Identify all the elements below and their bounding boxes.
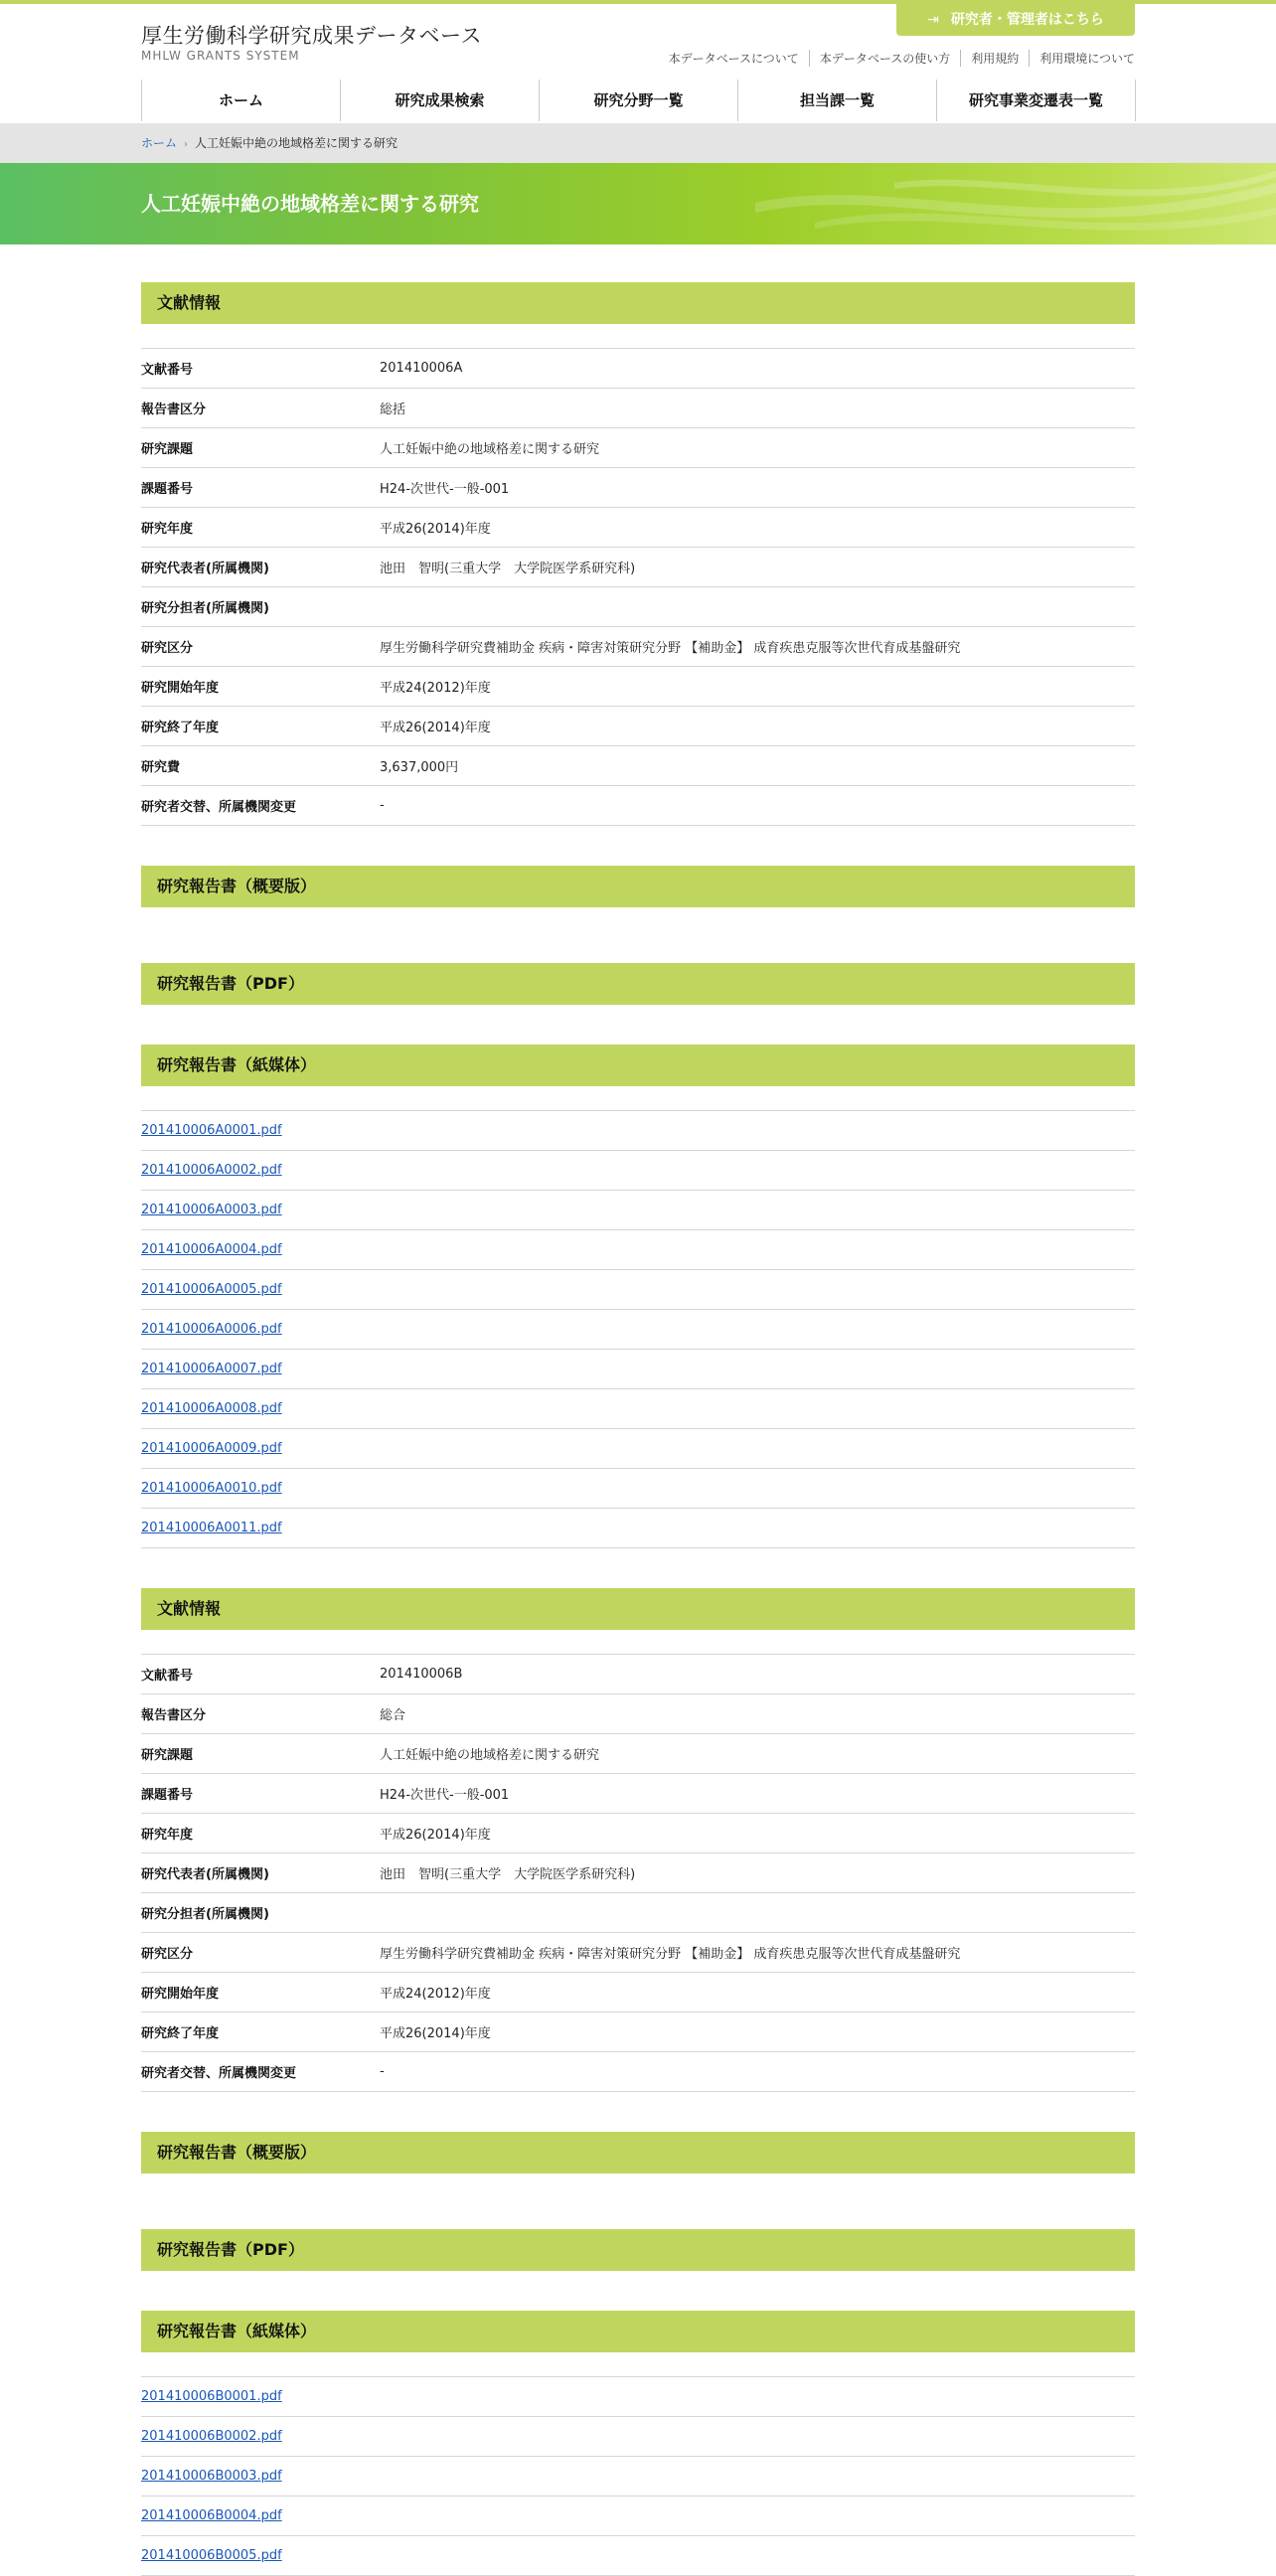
file-list: [141, 1110, 1135, 1548]
breadcrumb-home-link[interactable]: ホーム: [141, 136, 178, 150]
row-key: 研究終了年度: [141, 721, 220, 735]
row-key: 研究開始年度: [141, 681, 220, 696]
list-item: [141, 1310, 1135, 1350]
table-row: [141, 508, 1135, 548]
list-item: [141, 1230, 1135, 1270]
row-value: 厚生労働科学研究費補助金 疾病・障害対策研究分野 【補助金】 成育疾患克服等次世代育成基盤研究: [380, 1947, 961, 1962]
list-item: [141, 1270, 1135, 1310]
table-row: [141, 587, 1135, 627]
util-link-howto[interactable]: 本データベースの使い方: [809, 50, 960, 67]
section-heading-bibliographic: 文献情報: [141, 282, 1135, 324]
util-link-about[interactable]: 本データベースについて: [668, 52, 799, 66]
row-value: 平成24(2012)年度: [380, 681, 491, 696]
list-item: [141, 2457, 1135, 2496]
row-value: H24-次世代-一般-001: [380, 482, 510, 497]
nav-departments[interactable]: 担当課一覧: [738, 80, 937, 121]
row-value: 池田 智明(三重大学 大学院医学系研究科): [380, 1867, 636, 1882]
list-item: [141, 1350, 1135, 1389]
row-key: 研究終了年度: [141, 2026, 220, 2041]
pdf-file-link[interactable]: 201410006A0007.pdf: [141, 1362, 282, 1376]
row-key: 研究年度: [141, 1828, 194, 1843]
site-header: [141, 0, 1135, 80]
table-row: [141, 786, 1135, 826]
row-key: 文献番号: [141, 1669, 194, 1684]
table-row: [141, 707, 1135, 746]
pdf-file-link[interactable]: 201410006A0005.pdf: [141, 1282, 282, 1297]
section-heading-paper: 研究報告書（紙媒体）: [141, 2311, 1135, 2352]
table-row: [141, 548, 1135, 587]
list-item: [141, 1389, 1135, 1429]
row-key: 研究区分: [141, 1947, 194, 1962]
row-value: 人工妊娠中絶の地域格差に関する研究: [380, 1748, 600, 1763]
pdf-file-link[interactable]: 201410006A0010.pdf: [141, 1481, 282, 1496]
file-list: [141, 2376, 1135, 2576]
section-heading-summary: 研究報告書（概要版）: [141, 866, 1135, 907]
row-key: 研究課題: [141, 1748, 194, 1763]
list-item: [141, 2496, 1135, 2536]
list-item: [141, 2377, 1135, 2417]
section-heading-pdf: 研究報告書（PDF）: [141, 963, 1135, 1005]
util-link-environment[interactable]: 利用環境について: [1029, 50, 1135, 67]
pdf-file-link[interactable]: 201410006A0004.pdf: [141, 1242, 282, 1257]
table-row: [141, 1694, 1135, 1734]
row-key: 研究費: [141, 760, 181, 775]
list-item: [141, 2536, 1135, 2576]
row-value: 201410006B: [380, 1667, 463, 1682]
table-row: [141, 428, 1135, 468]
row-value: 平成26(2014)年度: [380, 1828, 491, 1843]
row-value: 平成26(2014)年度: [380, 721, 491, 735]
researcher-login-button[interactable]: [896, 4, 1135, 36]
util-link-terms[interactable]: 利用規約: [960, 50, 1029, 67]
row-value: 人工妊娠中絶の地域格差に関する研究: [380, 442, 600, 457]
nav-search[interactable]: 研究成果検索: [341, 80, 540, 121]
pdf-file-link[interactable]: 201410006B0002.pdf: [141, 2429, 282, 2444]
section-heading-bibliographic: 文献情報: [141, 1588, 1135, 1630]
pdf-file-link[interactable]: 201410006A0001.pdf: [141, 1123, 282, 1138]
row-value: 総括: [380, 402, 406, 417]
table-row: [141, 1734, 1135, 1774]
table-row: [141, 2052, 1135, 2092]
row-key: 課題番号: [141, 1788, 194, 1803]
row-key: 文献番号: [141, 363, 194, 378]
row-key: 研究代表者(所属機関): [141, 1867, 269, 1882]
row-key: 報告書区分: [141, 402, 207, 417]
row-value: -: [380, 2064, 385, 2079]
table-row: [141, 349, 1135, 389]
row-value: 総合: [380, 1708, 406, 1723]
page-title: 人工妊娠中絶の地域格差に関する研究: [141, 192, 479, 216]
table-row: [141, 746, 1135, 786]
table-row: [141, 667, 1135, 707]
row-key: 研究分担者(所属機関): [141, 601, 269, 616]
breadcrumb-bar: [0, 123, 1276, 163]
section-heading-pdf: 研究報告書（PDF）: [141, 2229, 1135, 2271]
table-row: [141, 1893, 1135, 1933]
table-row: [141, 1973, 1135, 2012]
pdf-file-link[interactable]: 201410006B0003.pdf: [141, 2469, 282, 2484]
row-value: 平成24(2012)年度: [380, 1987, 491, 2002]
row-key: 研究年度: [141, 522, 194, 537]
row-value: 池田 智明(三重大学 大学院医学系研究科): [380, 562, 636, 576]
pdf-file-link[interactable]: 201410006A0008.pdf: [141, 1401, 282, 1416]
pdf-file-link[interactable]: 201410006A0009.pdf: [141, 1441, 282, 1456]
list-item: [141, 1111, 1135, 1151]
pdf-file-link[interactable]: 201410006B0004.pdf: [141, 2508, 282, 2523]
nav-fields[interactable]: 研究分野一覧: [540, 80, 738, 121]
bibliographic-table: [141, 1654, 1135, 2092]
pdf-file-link[interactable]: 201410006A0003.pdf: [141, 1203, 282, 1217]
row-value: 厚生労働科学研究費補助金 疾病・障害対策研究分野 【補助金】 成育疾患克服等次世代育成基盤研究: [380, 641, 961, 656]
section-heading-summary: 研究報告書（概要版）: [141, 2132, 1135, 2174]
bibliographic-table: [141, 348, 1135, 826]
row-key: 研究課題: [141, 442, 194, 457]
table-row: [141, 1655, 1135, 1694]
row-value: H24-次世代-一般-001: [380, 1788, 510, 1803]
table-row: [141, 1933, 1135, 1973]
list-item: [141, 1151, 1135, 1191]
pdf-file-link[interactable]: 201410006A0002.pdf: [141, 1163, 282, 1178]
breadcrumb-separator: ›: [184, 139, 189, 150]
table-row: [141, 627, 1135, 667]
table-row: [141, 1853, 1135, 1893]
list-item: [141, 2417, 1135, 2457]
list-item: [141, 1509, 1135, 1548]
section-heading-paper: 研究報告書（紙媒体）: [141, 1045, 1135, 1086]
pdf-file-link[interactable]: 201410006B0001.pdf: [141, 2389, 282, 2404]
site-subtitle: MHLW GRANTS SYSTEM: [141, 49, 300, 63]
row-value: 平成26(2014)年度: [380, 522, 491, 537]
list-item: [141, 1191, 1135, 1230]
row-key: 課題番号: [141, 482, 194, 497]
site-title[interactable]: 厚生労働科学研究成果データベース: [141, 24, 482, 48]
row-key: 研究区分: [141, 641, 194, 656]
page-title-banner: [0, 163, 1276, 244]
row-key: 研究分担者(所属機関): [141, 1907, 269, 1922]
table-row: [141, 2012, 1135, 2052]
login-arrow-icon: ⇥: [927, 12, 939, 28]
row-value: 201410006A: [380, 361, 463, 376]
table-row: [141, 1774, 1135, 1814]
table-row: [141, 1814, 1135, 1853]
pdf-file-link[interactable]: 201410006A0011.pdf: [141, 1521, 282, 1535]
table-row: [141, 468, 1135, 508]
row-key: 研究開始年度: [141, 1987, 220, 2002]
list-item: [141, 1469, 1135, 1509]
row-key: 研究者交替、所属機関変更: [141, 2066, 297, 2081]
table-row: [141, 389, 1135, 428]
nav-history[interactable]: 研究事業変遷表一覧: [937, 80, 1136, 121]
breadcrumb-current: 人工妊娠中絶の地域格差に関する研究: [195, 136, 399, 150]
main-nav: [141, 80, 1136, 121]
main-content: [141, 282, 1135, 2576]
row-value: 3,637,000円: [380, 760, 459, 775]
nav-home[interactable]: ホーム: [142, 80, 341, 121]
row-key: 報告書区分: [141, 1708, 207, 1723]
utility-links: [659, 50, 1135, 67]
list-item: [141, 1429, 1135, 1469]
login-button-label: 研究者・管理者はこちら: [950, 12, 1104, 28]
row-value: 平成26(2014)年度: [380, 2026, 491, 2041]
row-key: 研究者交替、所属機関変更: [141, 800, 297, 815]
breadcrumb: [141, 123, 398, 165]
pdf-file-link[interactable]: 201410006A0006.pdf: [141, 1322, 282, 1337]
row-key: 研究代表者(所属機関): [141, 562, 269, 576]
pdf-file-link[interactable]: 201410006B0005.pdf: [141, 2548, 282, 2563]
row-value: -: [380, 798, 385, 813]
